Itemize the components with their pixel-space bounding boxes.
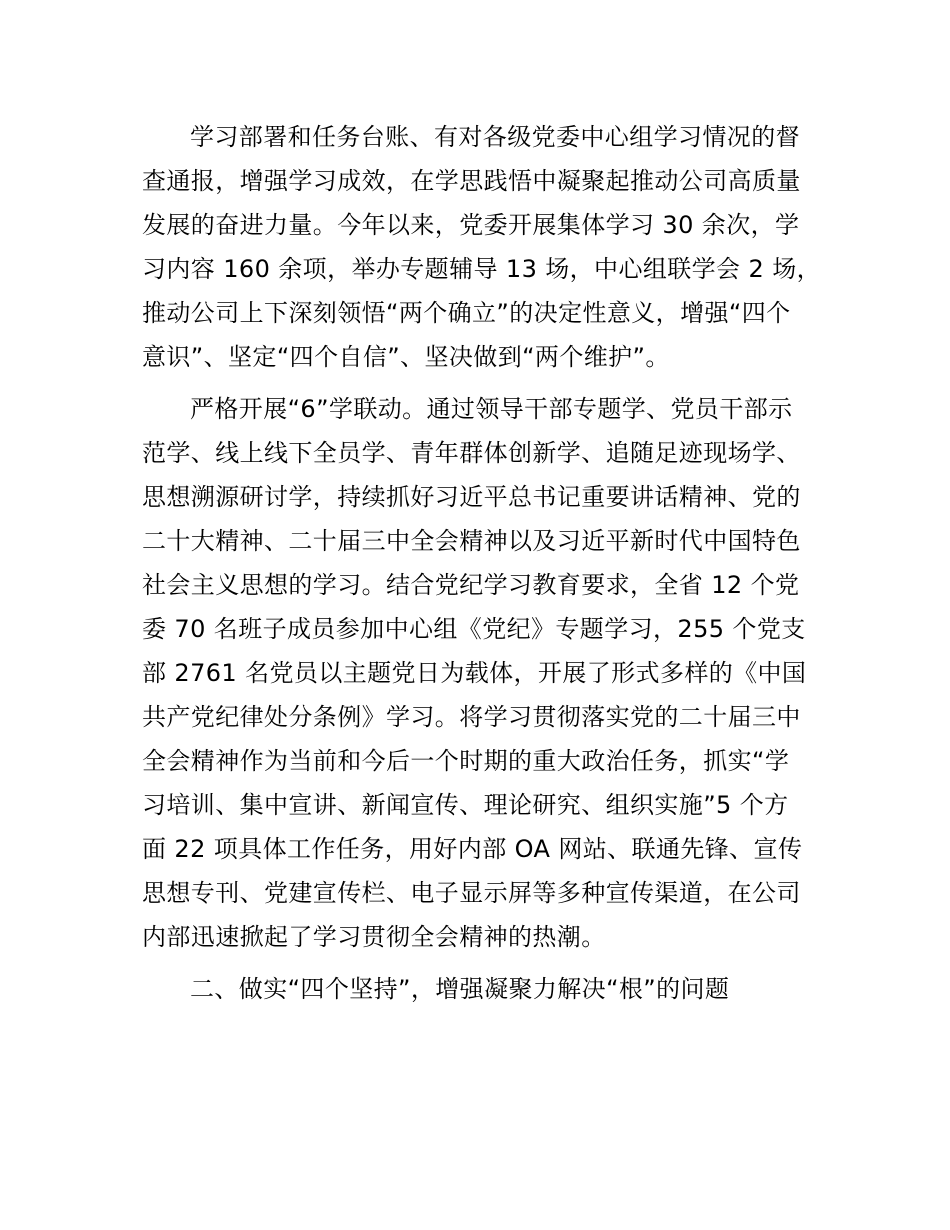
paragraph-1-line-2: 查通报，增强学习成效，在学思践悟中凝聚起推动公司高质量 <box>142 167 801 195</box>
paragraph-2-line-1: 严格开展“6”学联动。通过领导干部专题学、党员干部示 <box>190 395 793 423</box>
paragraph-1-line-5: 推动公司上下深刻领悟“两个确立”的决定性意义，增强“四个 <box>142 299 791 327</box>
paragraph-2-line-10: 习培训、集中宣讲、新闻宣传、理论研究、组织实施”5 个方 <box>142 791 789 819</box>
paragraph-2-line-7: 部 2761 名党员以主题党日为载体，开展了形式多样的《中国 <box>142 659 807 687</box>
paragraph-1-line-1: 学习部署和任务台账、有对各级党委中心组学习情况的督 <box>190 123 800 151</box>
paragraph-2-line-8: 共产党纪律处分条例》学习。将学习贯彻落实党的二十届三中 <box>142 703 801 731</box>
paragraph-2-line-11: 面 22 项具体工作任务，用好内部 OA 网站、联通先锋、宣传 <box>142 835 803 863</box>
paragraph-2-line-6: 委 70 名班子成员参加中心组《党纪》专题学习，255 个党支 <box>142 615 806 643</box>
paragraph-2-line-5: 社会主义思想的学习。结合党纪学习教育要求，全省 12 个党 <box>142 571 800 599</box>
paragraph-2-line-9: 全会精神作为当前和今后一个时期的重大政治任务，抓实“学 <box>142 747 790 775</box>
paragraph-2-line-12: 思想专刊、党建宣传栏、电子显示屏等多种宣传渠道，在公司 <box>142 879 801 907</box>
paragraph-2-line-2: 范学、线上线下全员学、青年群体创新学、追随足迹现场学、 <box>142 439 801 467</box>
paragraph-1-line-6: 意识”、坚定“四个自信”、坚决做到“两个维护”。 <box>142 343 670 371</box>
section-heading: 二、做实“四个坚持”，增强凝聚力解决“根”的问题 <box>190 975 730 1003</box>
paragraph-2-line-3: 思想溯源研讨学，持续抓好习近平总书记重要讲话精神、党的 <box>142 483 801 511</box>
paragraph-1-line-4: 习内容 160 余项，举办专题辅导 13 场，中心组联学会 2 场， <box>142 255 821 283</box>
paragraph-2-line-4: 二十大精神、二十届三中全会精神以及习近平新时代中国特色 <box>142 527 801 555</box>
paragraph-2-line-13: 内部迅速掀起了学习贯彻全会精神的热潮。 <box>142 923 606 951</box>
paragraph-1-line-3: 发展的奋进力量。今年以来，党委开展集体学习 30 余次，学 <box>142 211 800 239</box>
